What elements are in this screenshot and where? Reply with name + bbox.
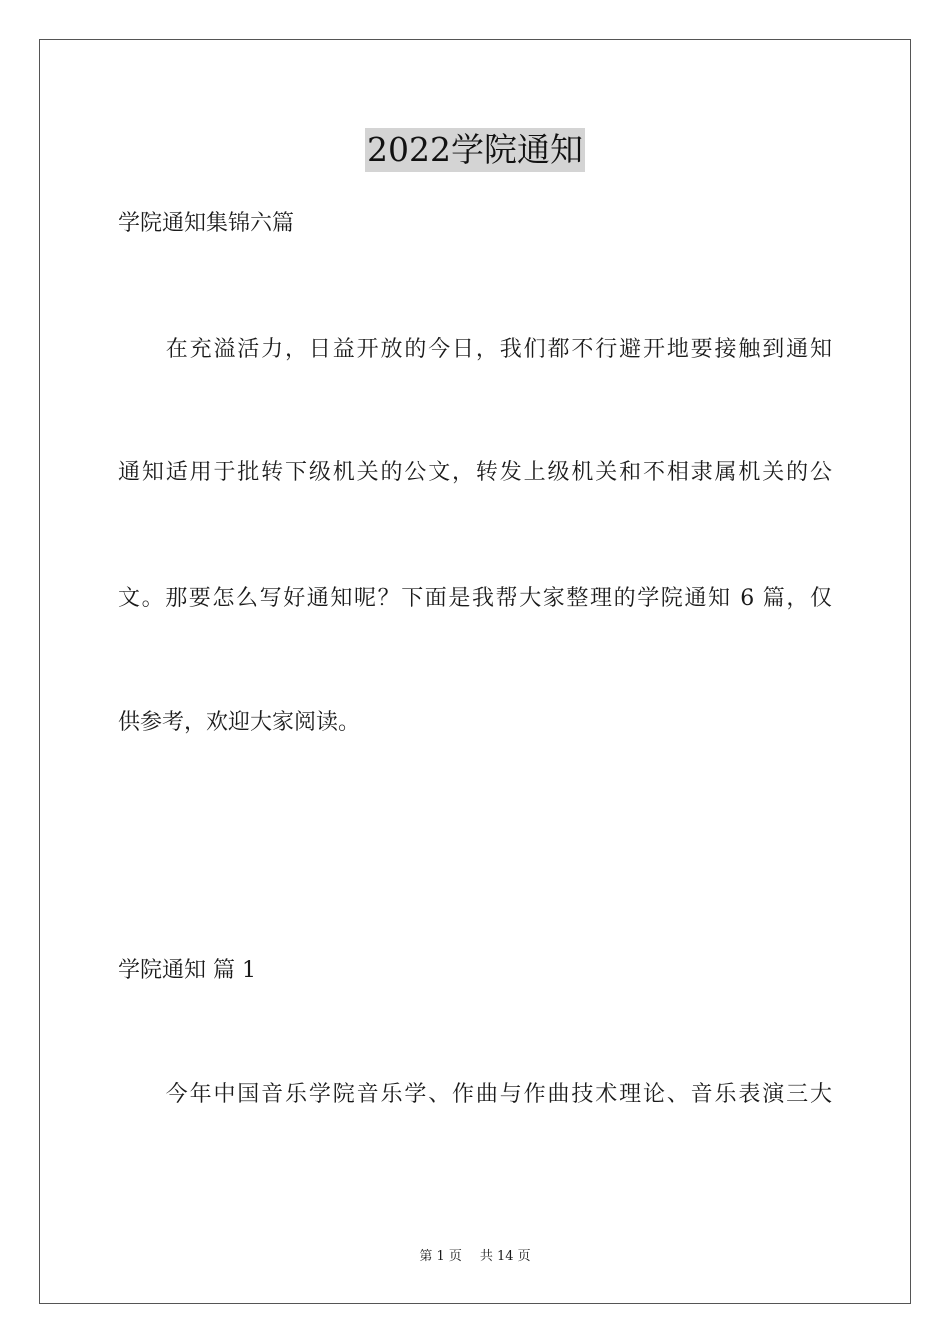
intro-line-1: 在充溢活力，日益开放的今日，我们都不行避开地要接触到通知	[118, 337, 832, 362]
intro-line-2: 通知适用于批转下级机关的公文，转发上级机关和不相隶属机关的公	[118, 460, 832, 485]
page-number: 第 1 页	[419, 1249, 462, 1264]
document-subtitle: 学院通知集锦六篇	[118, 211, 295, 236]
document-title: 2022学院通知	[365, 128, 585, 172]
section-line-1: 今年中国音乐学院音乐学、作曲与作曲技术理论、音乐表演三大	[118, 1082, 832, 1107]
intro-line-3: 文。那要怎么写好通知呢？下面是我帮大家整理的学院通知 6 篇，仅	[118, 586, 832, 611]
page-total: 共 14 页	[479, 1249, 531, 1264]
page-footer	[0, 1248, 950, 1266]
title-container	[0, 128, 950, 172]
section-heading: 学院通知 篇 1	[118, 958, 256, 983]
intro-line-4: 供参考，欢迎大家阅读。	[118, 710, 361, 735]
